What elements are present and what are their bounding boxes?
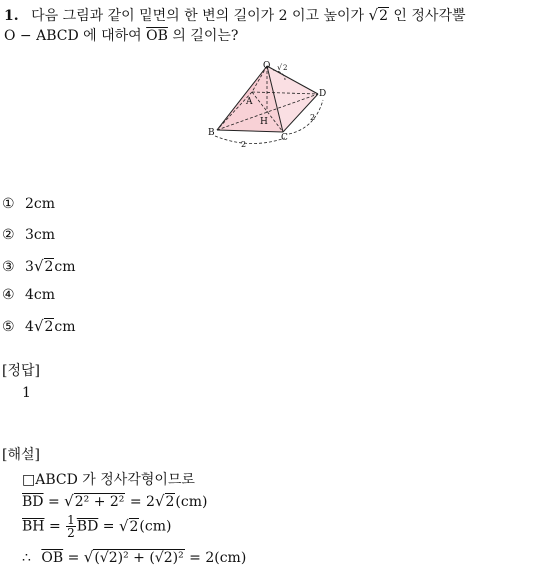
- label-a: A: [246, 97, 253, 107]
- segment-bd: $\overline{BD}$: [76, 518, 99, 535]
- label-height-root: √: [277, 63, 283, 72]
- option-sqrt: √2: [33, 257, 54, 275]
- explanation-line-2: $\overline{BD} = √2^2 + 2^2 = 2√2(cm)$: [22, 492, 208, 510]
- sqrt-2: √2: [154, 492, 175, 510]
- option-marker: ④: [2, 287, 15, 303]
- sqrt-expr: √2² + 2²: [64, 492, 125, 510]
- option-marker: ②: [2, 227, 15, 243]
- option-text: 4cm: [25, 287, 56, 303]
- option-1[interactable]: [2, 196, 55, 212]
- explanation-line-1: □ABCD 가 정사각형이므로: [22, 472, 195, 488]
- option-coef: 4: [25, 319, 34, 335]
- segment-bh: $\overline{BH}$: [22, 518, 45, 535]
- explanation-heading: [해설]: [2, 447, 40, 463]
- question-number: 1.: [4, 8, 19, 24]
- label-side-bc: 2: [241, 140, 247, 149]
- fraction-half: $\frac{1}{2}$: [67, 513, 75, 540]
- therefore-symbol: ∴: [22, 550, 31, 566]
- explanation-line-3: $\overline{BH}$ = $\frac{1}{2}$ $\overline{BD} = √2(cm)$: [22, 513, 172, 540]
- question-text-2: O − ABCD 에 대하여: [4, 28, 147, 44]
- option-coef: 3: [25, 259, 34, 275]
- segment-ob: $\overline{OB}$: [146, 28, 168, 44]
- sqrt-height: √2: [368, 6, 388, 24]
- sqrt-expr: √(√2)² + (√2)²: [83, 548, 184, 566]
- option-marker: ③: [2, 259, 15, 275]
- question-text-1b: 인 정사각뿔: [388, 8, 466, 24]
- option-marker: ①: [2, 196, 15, 212]
- label-h: H: [260, 117, 268, 127]
- pyramid-figure: [205, 58, 335, 153]
- question-line-2: [4, 25, 238, 45]
- question-text-1: 다음 그림과 같이 밑면의 한 변의 길이가 2 이고 높이가: [31, 8, 369, 24]
- label-d: D: [319, 89, 327, 99]
- question-line-1: [4, 5, 466, 25]
- sqrt-2: √2: [118, 516, 139, 535]
- segment-ob: $\overline{OB}$: [41, 550, 64, 566]
- brace-bc: [215, 136, 285, 144]
- option-2[interactable]: [2, 227, 55, 243]
- label-side-cd: 2: [310, 113, 316, 122]
- option-text: 3cm: [25, 227, 56, 243]
- answer-value: 1: [22, 385, 31, 401]
- label-o: O: [263, 61, 271, 71]
- label-b: B: [208, 128, 215, 138]
- question-text-2b: 의 길이는?: [167, 28, 239, 44]
- option-sqrt: √2: [33, 317, 54, 335]
- option-text: 2cm: [25, 196, 56, 212]
- option-3[interactable]: [2, 257, 76, 275]
- segment-bd: $\overline{BD}$: [22, 494, 44, 510]
- option-marker: ⑤: [2, 319, 15, 335]
- option-unit: cm: [54, 319, 76, 335]
- option-unit: cm: [54, 259, 76, 275]
- label-height: 2: [283, 64, 288, 72]
- option-4[interactable]: [2, 287, 55, 303]
- label-c: C: [281, 133, 288, 143]
- answer-heading: [정답]: [2, 363, 40, 379]
- explanation-line-4: ∴ $\overline{OB} = √(√2)^2 + (√2)^2 = 2(cm)$: [22, 548, 247, 566]
- option-5[interactable]: [2, 317, 76, 335]
